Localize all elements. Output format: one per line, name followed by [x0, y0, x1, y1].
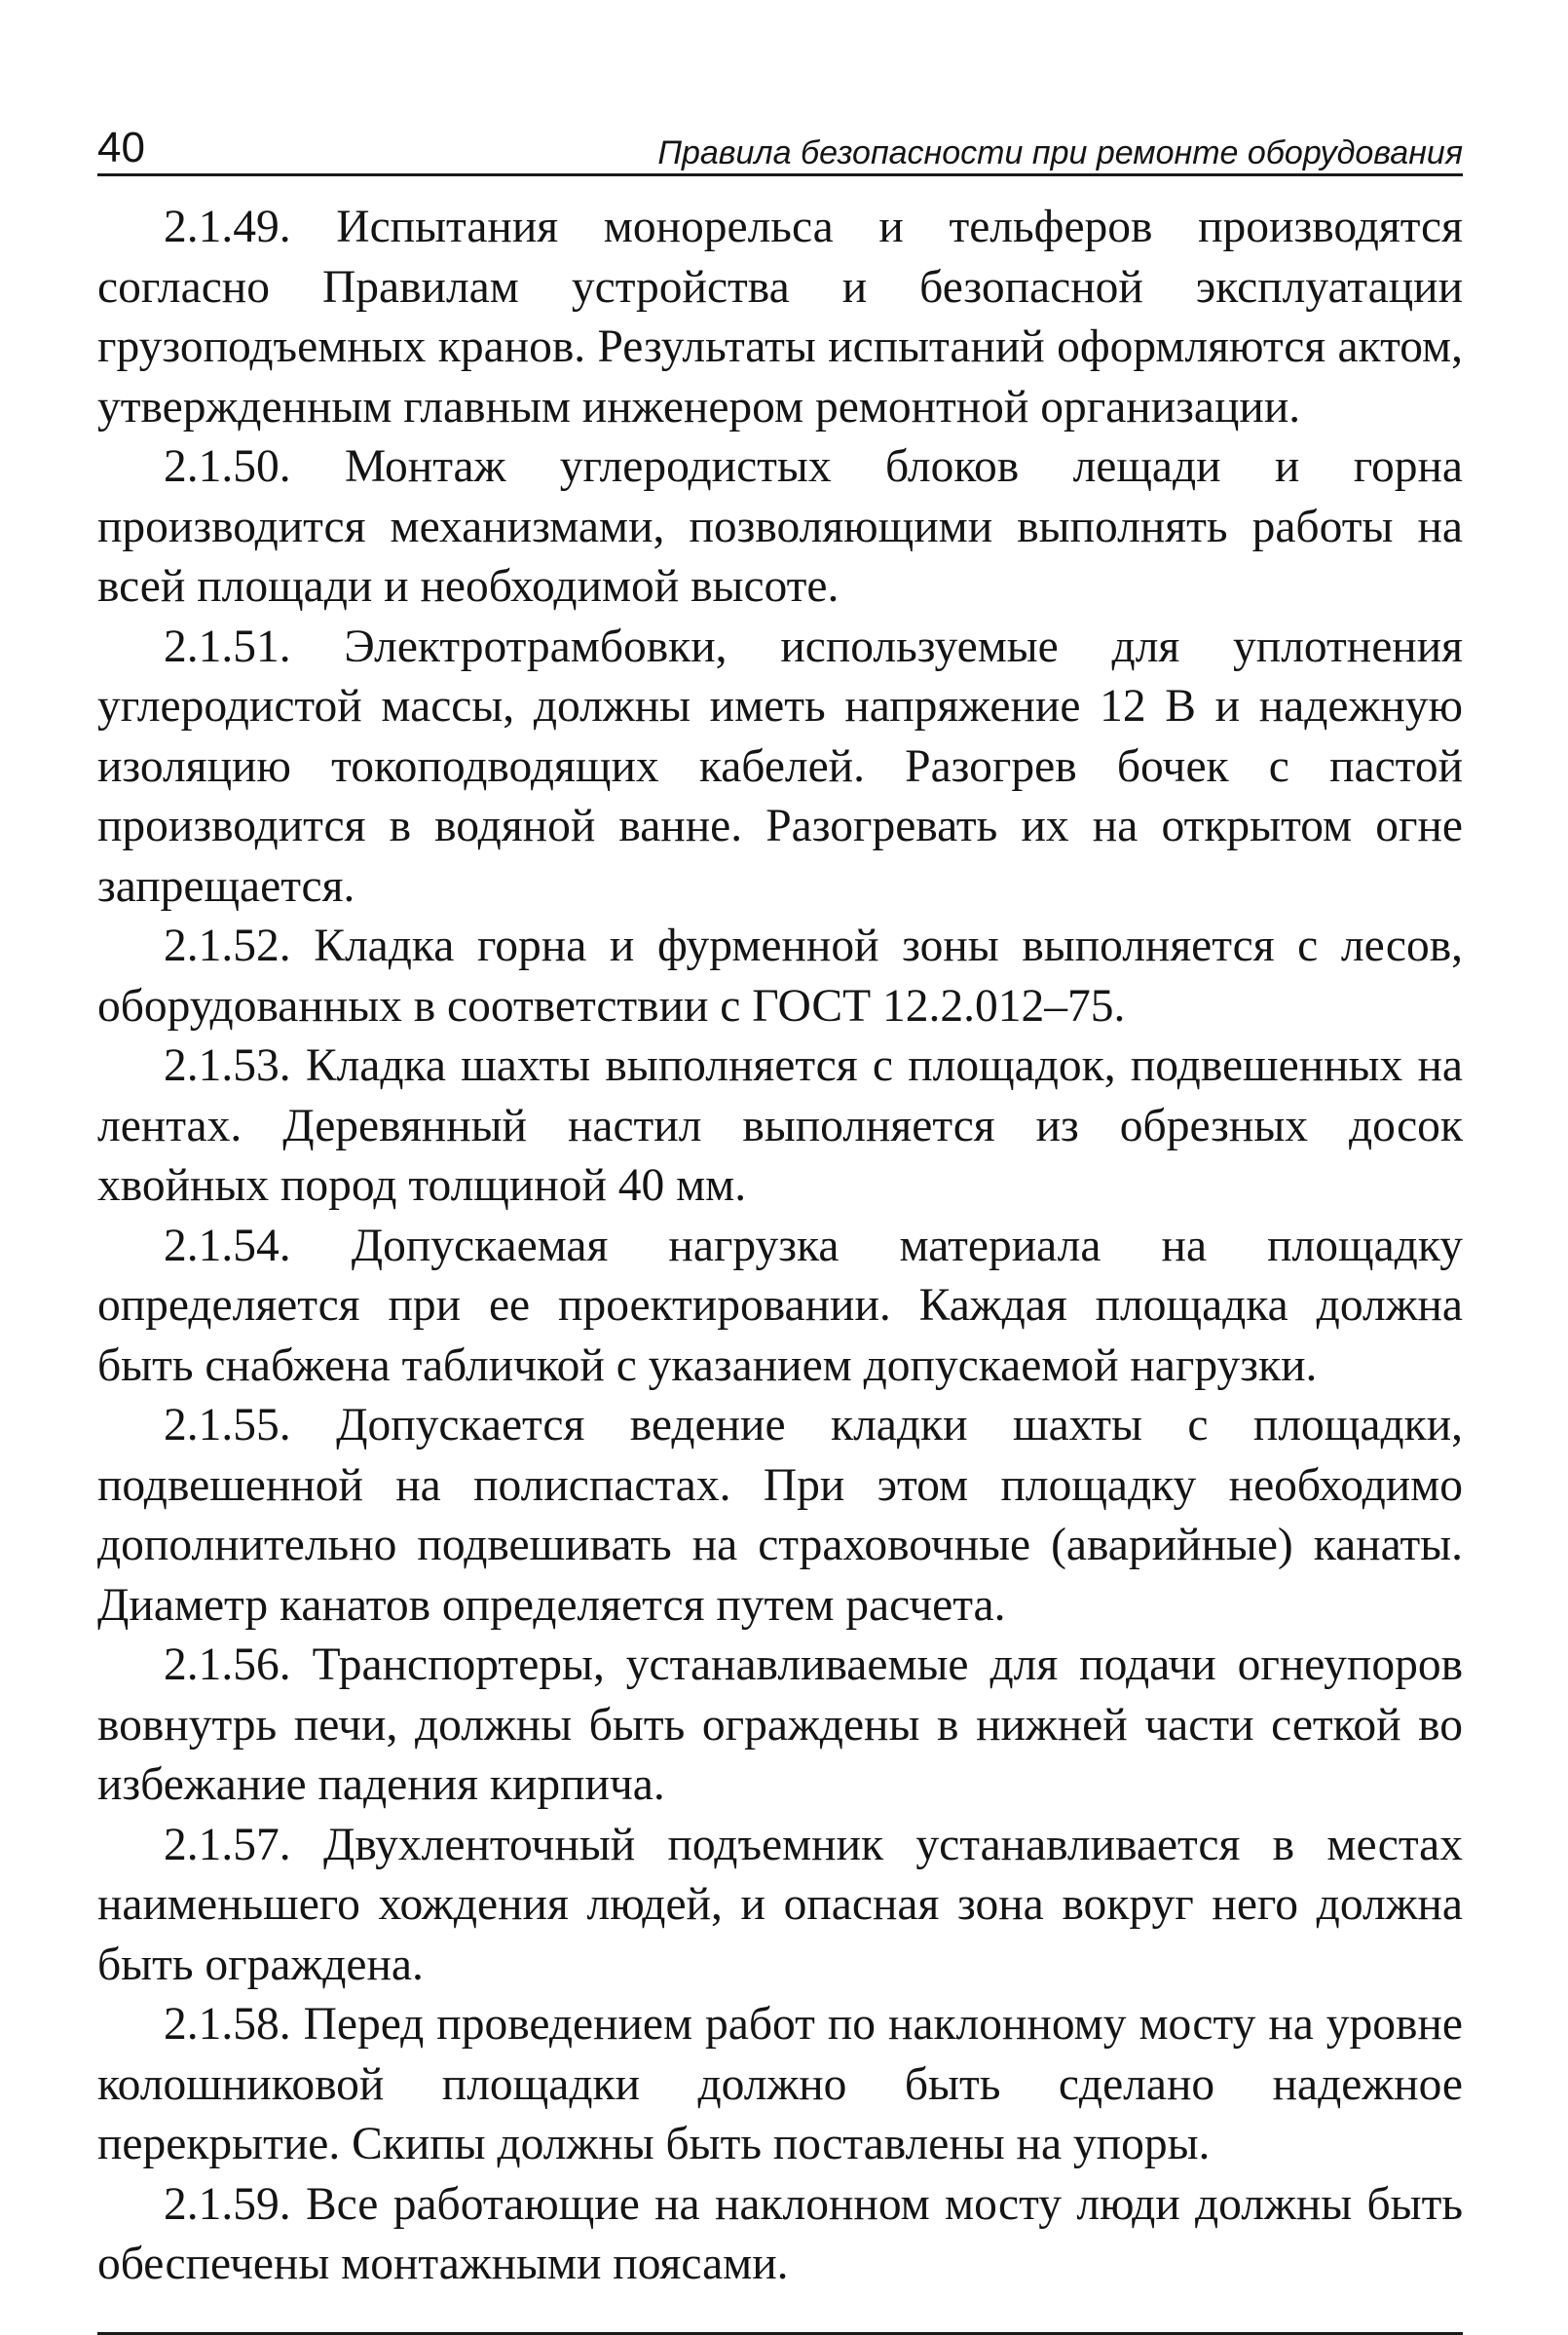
running-title: Правила безопасности при ремонте оборудования: [657, 134, 1463, 171]
paragraph-2-1-53: 2.1.53. Кладка шахты выполняется с площадок, подвешенных на лентах. Деревянный настил выполняется из обрезных досок хвойных пород толщиной 40 мм.: [97, 1040, 1463, 1211]
paragraph-2-1-55: 2.1.55. Допускается ведение кладки шахты с площадки, подвешенной на полиспастах. При этом площадку необходимо дополнительно подвешивать на страховочные (аварийные) канаты. Диаметр канатов определяется путем расчета.: [97, 1400, 1463, 1631]
paragraph-2-1-52: 2.1.52. Кладка горна и фурменной зоны выполняется с лесов, оборудованных в соответствии с ГОСТ 12.2.012–75.: [97, 921, 1463, 1032]
paragraph-2-1-49: 2.1.49. Испытания монорельса и тельферов производятся согласно Правилам устройства и безопасной эксплуатации грузоподъемных кранов. Результаты испытаний оформляются актом, утвержденным главным инженером ремонтной организации.: [97, 202, 1463, 433]
footer-rule: [97, 2332, 1463, 2335]
document-body: [97, 198, 1463, 2295]
paragraph-2-1-57: 2.1.57. Двухленточный подъемник устанавливается в местах наименьшего хождения людей, и опасная зона вокруг него должна быть ограждена.: [97, 1819, 1463, 1990]
paragraph-2-1-59: 2.1.59. Все работающие на наклонном мосту люди должны быть обеспечены монтажными поясами.: [97, 2178, 1463, 2289]
paragraph-2-1-54: 2.1.54. Допускаемая нагрузка материала на площадку определяется при ее проектировании. Каждая площадка должна быть снабжена табличкой с указанием допускаемой нагрузки.: [97, 1220, 1463, 1391]
paragraph-2-1-50: 2.1.50. Монтаж углеродистых блоков лещади и горна производится механизмами, позволяющими выполнять работы на всей площади и необходимой высоте.: [97, 441, 1463, 612]
page-number: 40: [97, 124, 145, 171]
paragraph-2-1-56: 2.1.56. Транспортеры, устанавливаемые для подачи огнеупоров вовнутрь печи, должны быть ограждены в нижней части сеткой во избежание падения кирпича.: [97, 1639, 1463, 1810]
document-page: [97, 115, 1463, 2335]
page-header: [97, 115, 1463, 176]
paragraph-2-1-51: 2.1.51. Электротрамбовки, используемые для уплотнения углеродистой массы, должны иметь напряжение 12 В и надежную изоляцию токоподводящих кабелей. Разогрев бочек с пастой производится в водяной ванне. Разогревать их на открытом огне запрещается.: [97, 621, 1463, 912]
paragraph-2-1-58: 2.1.58. Перед проведением работ по наклонному мосту на уровне колошниковой площадки должно быть сделано надежное перекрытие. Скипы должны быть поставлены на упоры.: [97, 1999, 1463, 2169]
